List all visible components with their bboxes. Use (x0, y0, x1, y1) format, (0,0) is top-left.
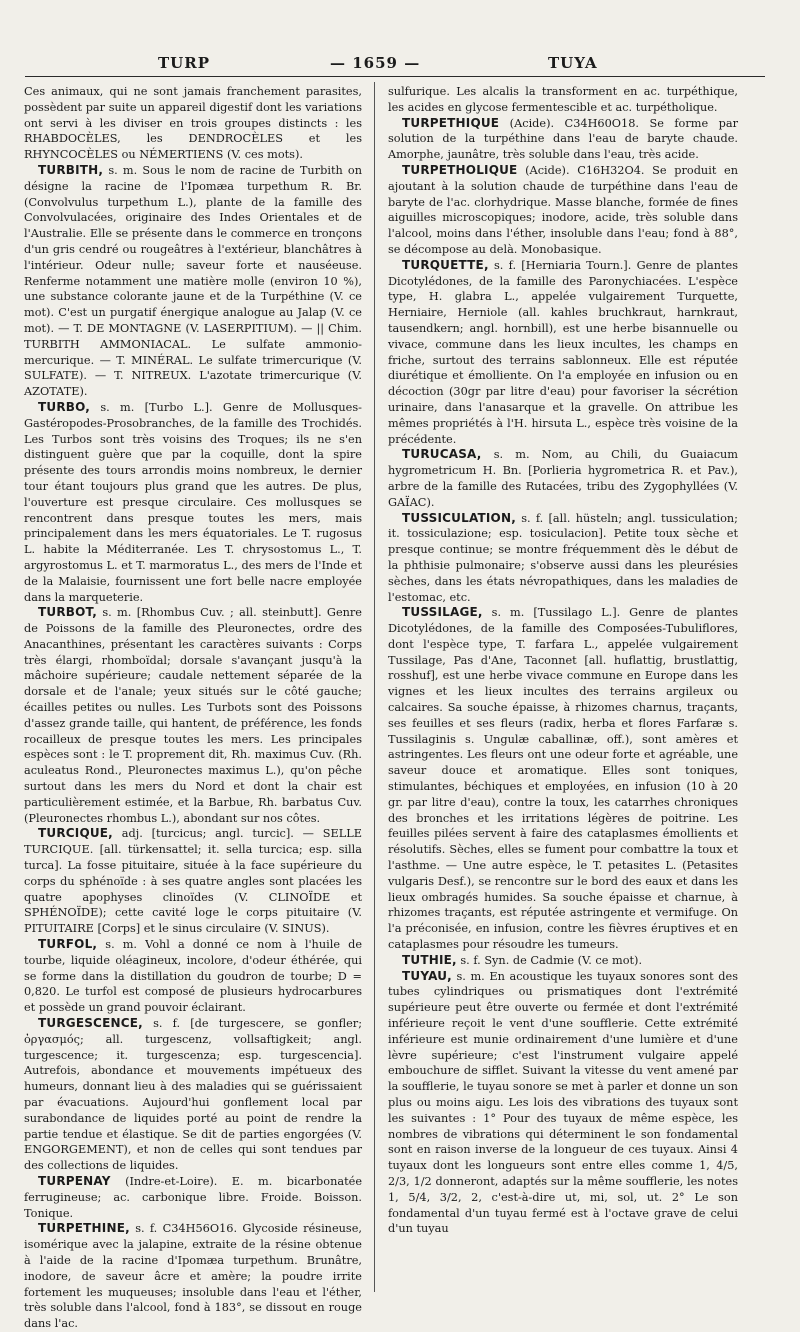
dictionary-entry (388, 969, 738, 1238)
entry-headword: TURPETHIQUE (402, 115, 500, 130)
entry-headword: TURBITH, (38, 162, 104, 177)
dictionary-entry (388, 116, 738, 163)
entry-text: s. f. Syn. de Cadmie (V. ce mot). (460, 953, 643, 967)
dictionary-entry (24, 1174, 362, 1221)
dictionary-entry (388, 605, 738, 953)
entry-headword: TURGESCENCE, (38, 1016, 143, 1031)
entry-text: adj. [turcicus; angl. turcic]. — SELLE TURCIQUE. [all. türkensattel; it. sella turcica; esp. silla turca]. La fosse pituitaire, située à la face supérieure du corps du sphénoïde : à ses quatre angles sont placées les quatre apophyses clinoïdes (V. CLINOÏDE et SPHÉNOÏDE); cette cavité loge le corps pituitaire (V. PITUITAIRE [Corps] et le sinus circulaire (V. SINUS). (24, 827, 362, 936)
entry-text: (Acide). C34H60O18. Se forme par solution de la turpéthine dans l'eau de baryte chaude. Amorphe, jaunâtre, très soluble dans l'eau, très acide. (388, 116, 738, 162)
entry-text: s. m. Sous le nom de racine de Turbith on désigne la racine de l'Ipomæa turpethum R. Br. (Convolvulus turpethum L.), plante de la famille des Convolvulacées, originaire des Indes Orientales et de l'Australie. Elle se présente dans le commerce en tronçons d'un gris cendré ou rougeâtres à l'extérieur, blanchâtres à l'intérieur. Odeur nulle; saveur forte et nauséeuse. Renferme notamment une matière molle (environ 10 %), une substance colorante jaune et de la Turpéthine (V. ce mot). C'est un purgatif énergique analogue au Jalap (V. ce mot). — T. DE MONTAGNE (V. LASERPITIUM). — || Chim. TURBITH AMMONIACAL. Le sulfate ammonio-mercurique. — T. MINÉRAL. Le sulfate trimercurique (V. SULFATE). — T. NITREUX. L'azotate trimercurique (V. AZOTATE). (24, 163, 363, 399)
dictionary-entry (388, 511, 738, 606)
entry-text: sulfurique. Les alcalis la transforment en ac. turpéthique, les acides en glycose fermentescible et ac. turpétholique. (388, 85, 738, 114)
left-column (24, 84, 363, 1331)
dictionary-entry (388, 258, 738, 448)
entry-text: s. m. [Turbo L.]. Genre de Mollusques-Gastéropodes-Prosobranches, de la famille des Trochidés. Les Turbos sont très voisins des Troques; ils ne s'en distinguent guère que par la coquille, dont la spire présente des tours arrondis moins nombreux, le dernier tour étant toujours plus grand que les autres. De plus, l'ouverture est presque circulaire. Ces mollusques se rencontrent dans presque toutes les mers, mais principalement dans les mers équatoriales. Le T. rugosus L. habite la Méditerranée. Les T. chrysostomus L., T. argyrostomus L. et T. marmoratus L., des mers de l'Inde et de la Malaisie, fournissent une fort belle nacre employée dans la marqueterie. (24, 400, 362, 604)
entry-headword: TURPETHINE, (38, 1221, 130, 1236)
dictionary-entry (24, 163, 362, 400)
entry-headword: TURCIQUE, (38, 826, 113, 841)
dictionary-entry (388, 84, 738, 116)
entry-headword: TURBO, (38, 399, 91, 414)
entry-text: s. m. [Rhombus Cuv. ; all. steinbutt]. Genre de Poissons de la famille des Pleuronectes, ordre des Anacanthines, présentant les caractères suivants : Corps très élargi, rhomboïdal; dorsale s'avançant jusqu'à la mâchoire supérieure; caudale nettement séparée de la dorsale et de l'anale; yeux situés sur le côté gauche; écailles petites ou nulles. Les Turbots sont des Poissons d'assez grande taille, qui hantent, de préférence, les fonds rocailleux de presque toutes les mers. Les principales espèces sont : le T. proprement dit, Rh. maximus Cuv. (Rh. aculeatus Rond., Pleuronectes maximus L.), qu'on pêche surtout dans les mers du Nord et dont la chair est particulièrement estimée, et la Barbue, Rh. barbatus Cuv. (Pleuronectes rhombus L.), abondant sur nos côtes. (24, 606, 362, 825)
column-divider (374, 82, 375, 1292)
dictionary-entry (388, 447, 738, 510)
entry-text: s. m. [Tussilago L.]. Genre de plantes Dicotylédones, de la famille des Composées-Tubuliflores, dont l'espèce type, T. farfara L., appelée vulgairement Tussilage, Pas d'Ane, Taconnet [all. huflattig, brustlattig, rosshuf], est une herbe vivace commune en Europe dans les vignes et les lieux incultes des terrains argileux ou calcaires. Sa souche épaisse, à rhizomes charnus, traçants, ses feuilles et ses fleurs (radix, herba et flores Farfaræ s. Tussilaginis s. Ungulæ caballinæ, off.), sont amères et astringentes. Les fleurs ont une odeur forte et agréable, une saveur douce et aromatique. Elles sont toniques, stimulantes, béchiques et employées, en infusion (10 à 20 gr. par litre d'eau), contre la toux, les catarrhes chroniques des bronches et les irritations légères de poitrine. Les feuilles pilées servent à faire des cataplasmes émollients et résolutifs. Sèches, elles se fument pour combattre la toux et l'asthme. — Une autre espèce, le T. petasites L. (Petasites vulgaris Desf.), se rencontre sur le bord des eaux et dans les lieux ombragés humides. Sa souche épaisse et charnue, à rhizomes traçants, est réputée astringente et vermifuge. On l'a préconisée, en infusion, contre les fièvres éruptives et en cataplasmes pour résoudre les tumeurs. (388, 606, 738, 952)
entry-headword: TURFOL, (38, 937, 98, 952)
entry-text: s. m. Nom, au Chili, du Guaiacum hygrometricum H. Bn. [Porlieria hygrometrica R. et Pav.), arbre de la famille des Rutacées, tribu des Zygophyllées (V. GAÏAC). (388, 448, 739, 509)
left-running-head: TURP (158, 54, 210, 72)
entry-text: s. f. [de turgescere, se gonfler; ὀργασμός; all. turgescenz, vollsaftigkeit; angl. turgescence; it. turgescenza; esp. turgescencia]. Autrefois, abondance et mouvements impétueux des humeurs, donnant lieu à des maladies qui se guérissaient par évacuations. Aujourd'hui gonflement local par surabondance de liquides porté au point de rendre la partie tendue et élastique. Se dit de parties engorgées (V. ENGORGEMENT), et non de celles qui sont tendues par des collections de liquides. (24, 1017, 362, 1173)
entry-headword: TUTHIE, (402, 952, 457, 967)
dictionary-entry (24, 1221, 362, 1332)
entry-text: s. m. Vohl a donné ce nom à l'huile de tourbe, liquide oléagineux, incolore, d'odeur éthérée, qui se forme dans la distillation du goudron de tourbe; D = 0,820. Le turfol est composé de plusieurs hydrocarbures et possède un grand pouvoir éclairant. (24, 938, 363, 1015)
entry-text: (Indre-et-Loire). E. m. bicarbonatée ferrugineuse; ac. carbonique libre. Froide. Boisson. Tonique. (24, 1174, 363, 1220)
header-rule (25, 76, 765, 77)
right-column (388, 84, 738, 1234)
entry-headword: TURPETHOLIQUE (402, 162, 518, 177)
dictionary-entry (24, 84, 362, 163)
entry-text: Ces animaux, qui ne sont jamais franchement parasites, possèdent par suite un appareil digestif dont les variations ont servi à les diviser en trois groupes distincts : les RHABDOCÈLES, les DENDROCÈLES et les RHYNCOCÈLES ou NÉMERTIENS (V. ces mots). (24, 85, 362, 162)
entry-headword: TUSSICULATION, (402, 510, 516, 525)
entry-headword: TURUCASA, (402, 447, 482, 462)
entry-headword: TUSSILAGE, (402, 605, 483, 620)
entry-text: s. f. C34H56O16. Glycoside résineuse, isomérique avec la jalapine, extraite de la résine obtenue à l'aide de la racine d'Ipomæa turpethum. Brunâtre, inodore, de saveur âcre et amère; la poudre irrite fortement les muqueuses; insoluble dans l'eau et l'éther, très soluble dans l'alcool, fond à 183°, se dissout en rouge dans l'ac. (24, 1222, 362, 1331)
entry-text: s. m. En acoustique les tuyaux sonores sont des tubes cylindriques ou prismatiques dont l'extrémité supérieure peut être ouverte ou fermée et dont l'extrémité inférieure reçoit le vent d'une soufflerie. Cette extrémité inférieure est munie ordinairement d'une lumière et d'une lèvre supérieure; c'est l'instrument vulgaire appelé embouchure de sifflet. Suivant la vitesse du vent amené par la soufflerie, le tuyau sonore se met à parler et donne un son plus ou moins aigu. Les lois des vibrations des tuyaux sont les suivantes : 1° Pour des tuyaux de même espèce, les nombres de vibrations qui déterminent le son fondamental sont en raison inverse de la longueur de ces tuyaux. Ainsi 4 tuyaux dont les longueurs sont entre elles comme 1, 4/5, 2/3, 1/2 donneront, adaptés sur la même soufflerie, les notes 1, 5/4, 3/2, 2, c'est-à-dire ut, mi, sol, ut. 2° Le son fondamental d'un tuyau fermé est à l'octave grave de celui d'un tuyau (388, 969, 739, 1236)
running-header (0, 54, 800, 78)
dictionary-entry (24, 605, 362, 826)
entry-headword: TURBOT, (38, 605, 97, 620)
dictionary-entry (24, 937, 362, 1016)
dictionary-entry (388, 163, 738, 258)
dictionary-entry (24, 826, 362, 937)
page-number: — 1659 — (330, 54, 421, 72)
dictionary-entry (24, 400, 362, 605)
dictionary-entry (388, 953, 738, 969)
entry-text: (Acide). C16H32O4. Se produit en ajoutant à la solution chaude de turpéthine dans l'eau de baryte de l'ac. clorhydrique. Masse blanche, formée de fines aiguilles microscopiques; inodore, acide, très soluble dans l'alcool, moins dans l'éther, insoluble dans l'eau; fond à 88°, se décompose au delà. Monobasique. (388, 163, 738, 256)
entry-text: s. f. [all. hüsteln; angl. tussiculation; it. tossiculazione; esp. tosiculacion]. Petite toux sèche et presque continue; se montre fréquemment dès le début de la phthisie pulmonaire; s'observe aussi dans les pleurésies sèches, dans les états névropathiques, dans les maladies de l'estomac, etc. (388, 511, 738, 604)
entry-headword: TUYAU, (402, 968, 452, 983)
entry-headword: TURQUETTE, (402, 257, 489, 272)
right-running-head: TUYA (548, 54, 598, 72)
dictionary-entry (24, 1016, 362, 1174)
entry-text: s. f. [Herniaria Tourn.]. Genre de plantes Dicotylédones, de la famille des Paronychiacées. L'espèce type, H. glabra L., appelée vulgairement Turquette, Herniaire, Herniole (all. kahles bruchkraut, harnkraut, tausendkern; angl. hornbill), est une herbe bisannuelle ou vivace, commune dans les lieux incultes, les champs en friche, surtout des terrains sablonneux. Elle est réputée diurétique et émolliente. On l'a employée en infusion ou en décoction (30gr par litre d'eau) pour favoriser la sécrétion urinaire, dans l'anasarque et la gravelle. On attribue les mêmes propriétés à l'H. hirsuta L., espèce très voisine de la précédente. (388, 258, 738, 446)
entry-headword: TURPENAY (38, 1173, 111, 1188)
